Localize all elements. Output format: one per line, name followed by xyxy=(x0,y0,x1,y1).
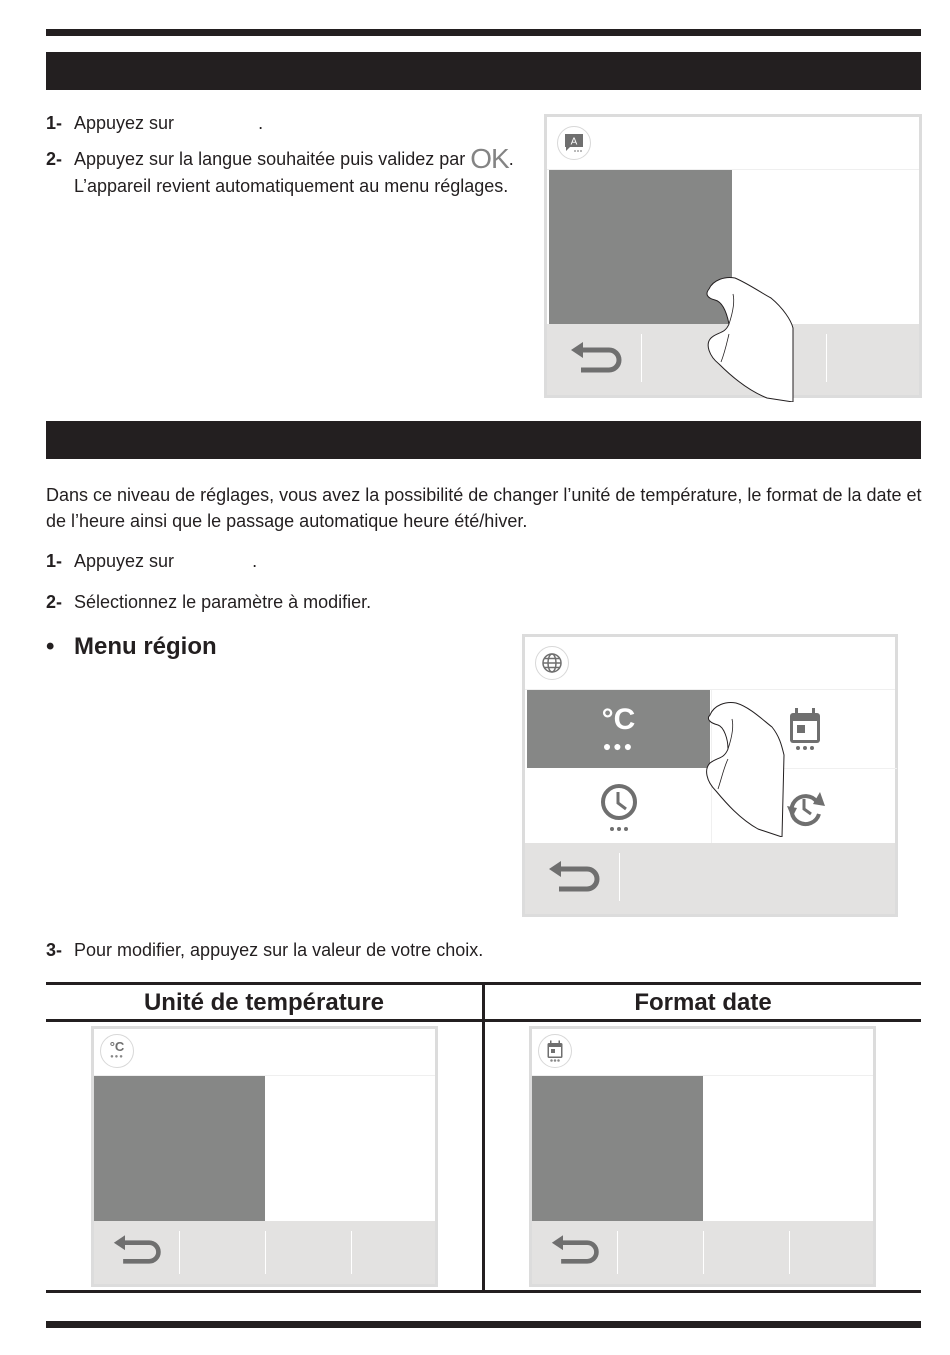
footer-separator xyxy=(351,1231,352,1274)
selected-value-tile[interactable] xyxy=(532,1076,703,1222)
tile-temperature-unit[interactable] xyxy=(527,690,710,768)
hand-pointer-icon xyxy=(697,272,807,402)
top-rule xyxy=(46,29,921,36)
footer-separator xyxy=(265,1231,266,1274)
language-screen xyxy=(544,114,922,398)
table-column-divider xyxy=(482,982,485,1293)
section-header-bar-region xyxy=(46,421,921,459)
region-intro: Dans ce niveau de réglages, vous avez la possibilité de changer l’unité de température, le format de la date et de l’heure ainsi que le passage automatique heure été/hiver. xyxy=(46,485,922,531)
column-header-date-format: Format date xyxy=(634,989,772,1016)
back-arrow-icon[interactable] xyxy=(550,1235,602,1274)
clock-icon xyxy=(599,783,639,833)
section-header-bar-language xyxy=(46,52,921,90)
step-1-region: 1- Appuyez sur . xyxy=(46,551,258,571)
screen-footer xyxy=(525,843,895,914)
language-icon[interactable] xyxy=(557,126,591,160)
footer-separator xyxy=(179,1231,180,1274)
selected-value-tile[interactable] xyxy=(94,1076,265,1222)
region-screen xyxy=(522,634,898,917)
screen-footer xyxy=(532,1221,873,1284)
footer-separator xyxy=(641,334,642,382)
globe-icon[interactable] xyxy=(535,646,569,680)
screen-header xyxy=(94,1029,435,1076)
bullet: • xyxy=(46,633,55,660)
step-3-region: 3- Pour modifier, appuyez sur la valeur de votre choix. xyxy=(46,940,484,960)
celsius-icon[interactable]: °C ●●● xyxy=(100,1034,134,1068)
tile-time-format[interactable] xyxy=(527,769,710,847)
footer-separator xyxy=(826,334,827,382)
date-format-screen xyxy=(529,1026,876,1287)
screen-header xyxy=(525,637,895,690)
screen-footer xyxy=(94,1221,435,1284)
column-header-temperature-unit: Unité de température xyxy=(143,989,385,1016)
back-arrow-icon[interactable] xyxy=(569,342,625,383)
bottom-rule xyxy=(46,1321,921,1328)
celsius-icon: °C xyxy=(601,703,636,736)
temperature-unit-screen xyxy=(91,1026,438,1287)
footer-separator xyxy=(617,1231,618,1274)
screen-header xyxy=(547,117,919,170)
back-arrow-icon[interactable] xyxy=(112,1235,164,1274)
footer-separator xyxy=(703,1231,704,1274)
footer-separator xyxy=(619,853,620,901)
calendar-icon[interactable] xyxy=(538,1034,572,1068)
menu-region-heading: • Menu région xyxy=(46,630,217,664)
screen-header xyxy=(532,1029,873,1076)
step-2-region: 2- Sélectionnez le paramètre à modifier. xyxy=(46,592,372,612)
ok-label: OK xyxy=(470,143,509,174)
svg-text:A: A xyxy=(570,136,578,148)
more-dots-icon: ●●● xyxy=(602,738,635,754)
step-1-language: 1- Appuyez sur . xyxy=(46,113,264,133)
hand-pointer-icon xyxy=(700,697,810,837)
footer-separator xyxy=(789,1231,790,1274)
step-2-language: 2- Appuyez sur la langue souhaitée puis validez par OK. L’appareil revient automatiquement au menu réglages. xyxy=(46,143,514,196)
more-dots-icon: ●●● xyxy=(110,1054,124,1060)
back-arrow-icon[interactable] xyxy=(547,861,603,902)
